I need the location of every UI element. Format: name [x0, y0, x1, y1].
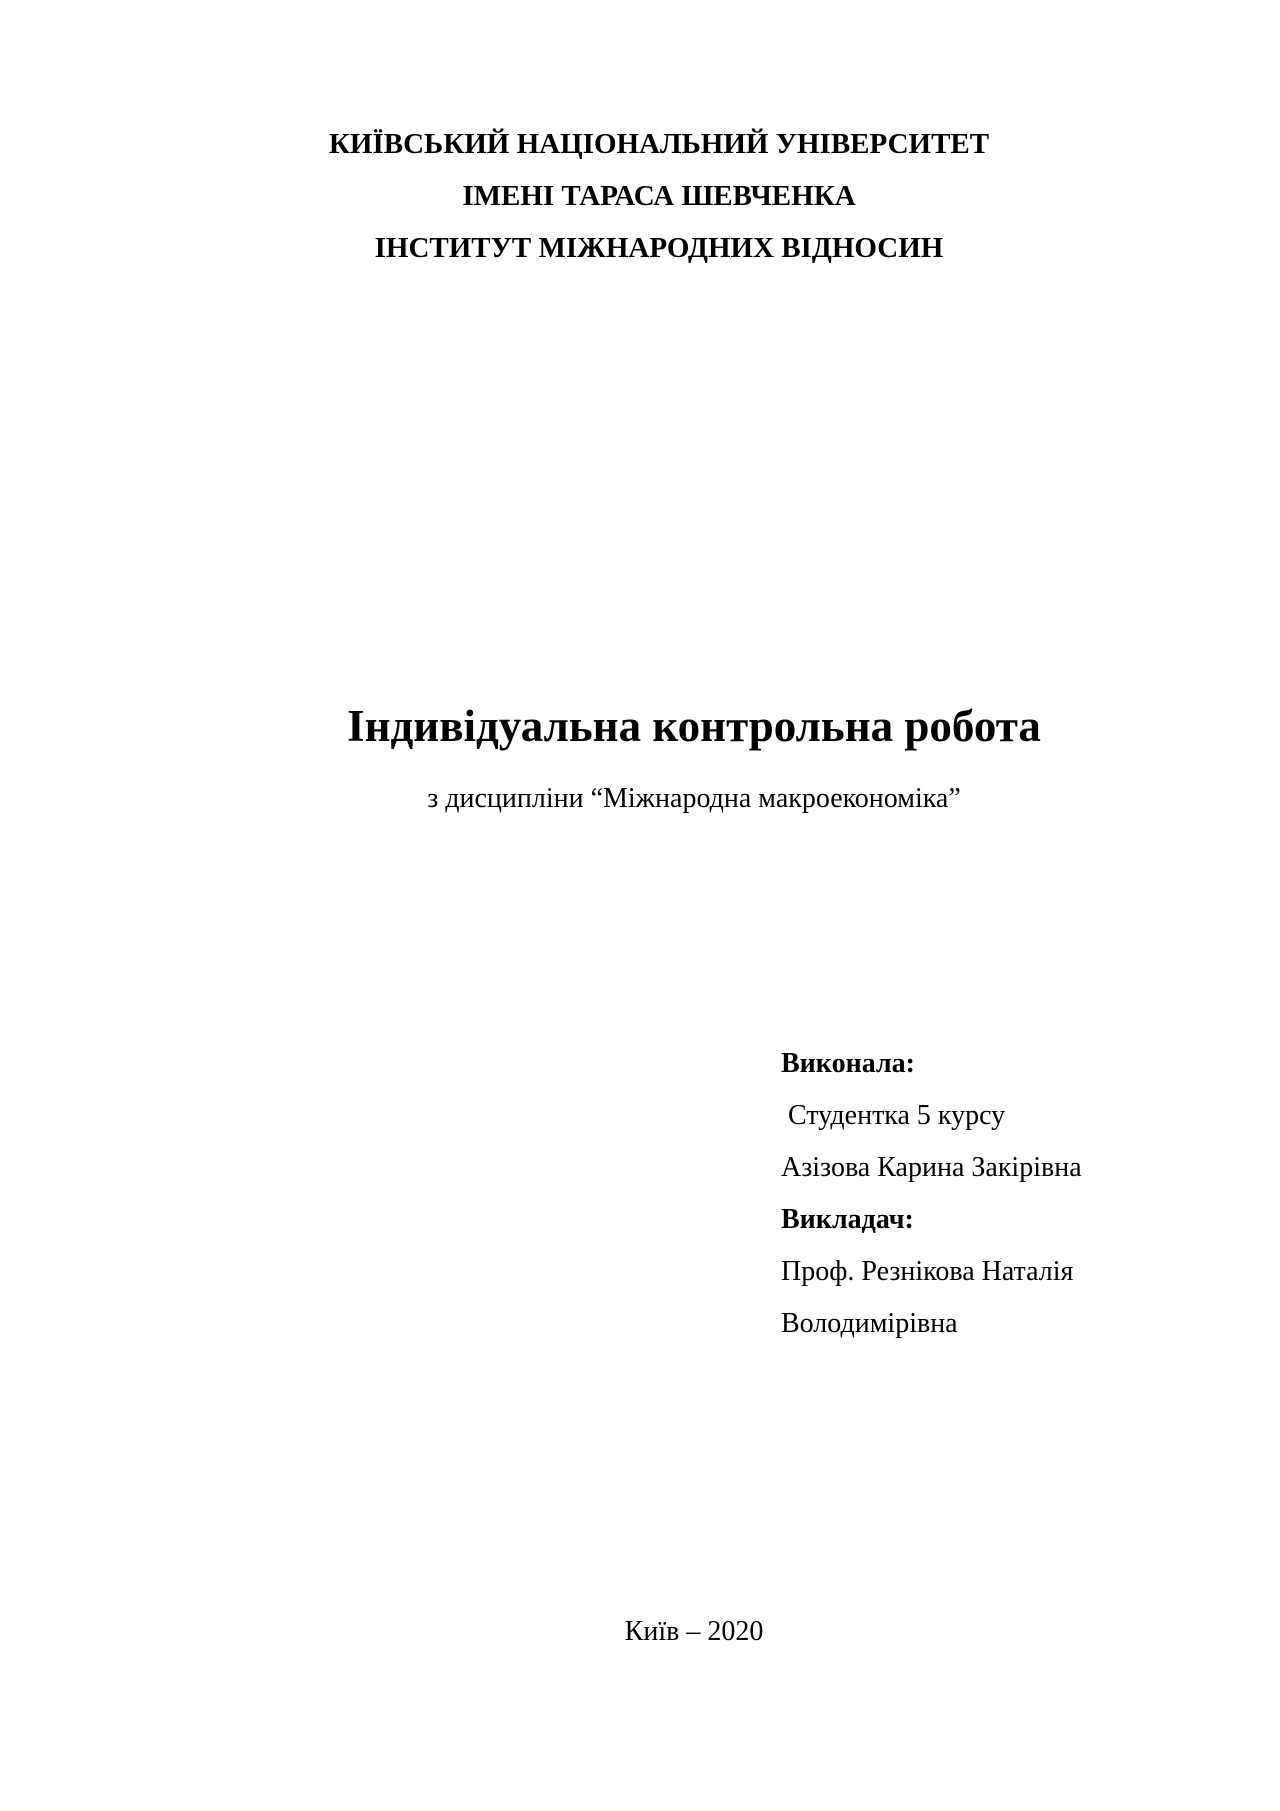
footer: [0, 1612, 1280, 1652]
document-title: Індивідуальна контрольна робота: [347, 701, 1041, 751]
document-subtitle: з дисципліни “Міжнародна макроекономіка”: [427, 783, 961, 814]
institution-header: [0, 118, 1280, 274]
institute-name: ІНСТИТУТ МІЖНАРОДНИХ ВІДНОСИН: [374, 232, 944, 264]
teacher-name-line1: Проф. Резнікова Наталія: [781, 1256, 1074, 1287]
teacher-name-line2: Володимірівна: [781, 1308, 958, 1339]
performed-by-label: Виконала:: [781, 1048, 915, 1079]
student-status: Студентка 5 курсу: [788, 1100, 1006, 1131]
university-name-continued: ІМЕНІ ТАРАСА ШЕВЧЕНКА: [462, 180, 856, 212]
university-name: КИЇВСЬКИЙ НАЦІОНАЛЬНИЙ УНІВЕРСИТЕТ: [328, 128, 990, 160]
student-name: Азізова Карина Закірівна: [781, 1152, 1082, 1183]
author-info-block: [781, 1038, 1261, 1350]
teacher-label: Викладач:: [781, 1204, 914, 1235]
document-title-block: [0, 696, 1280, 819]
place-and-year: Київ – 2020: [624, 1616, 764, 1647]
